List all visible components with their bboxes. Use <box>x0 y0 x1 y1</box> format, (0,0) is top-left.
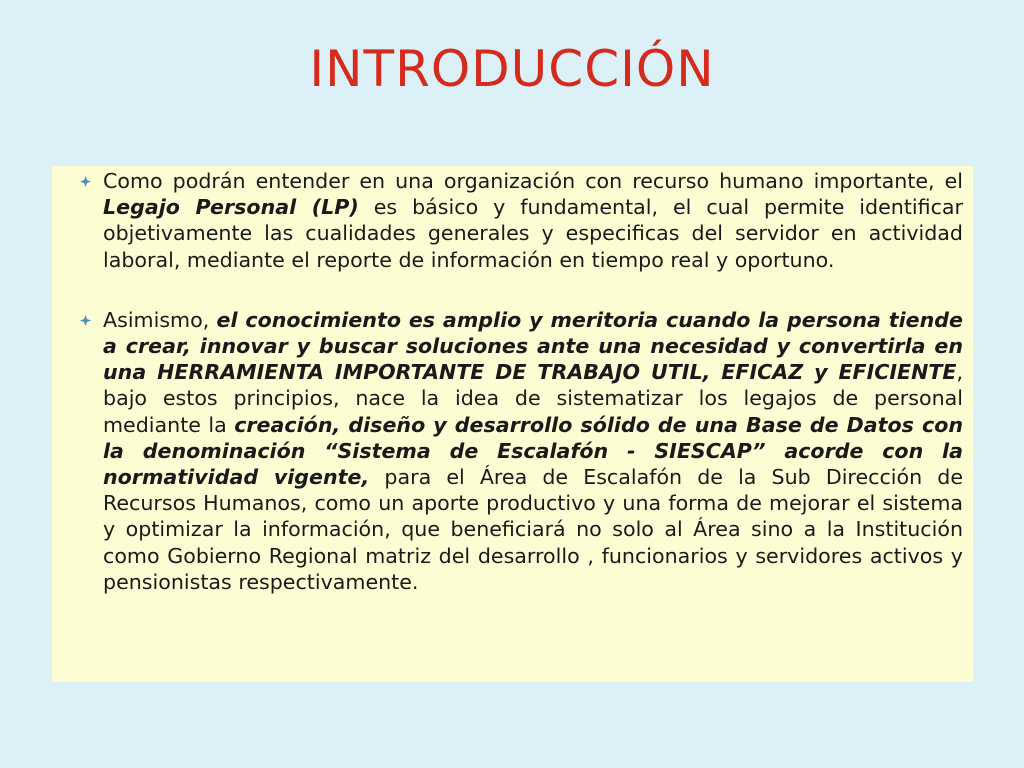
bullet-text-segment: , bajo estos principios, nace la idea de sistematizar los legajos de personal mediante la <box>103 360 963 437</box>
bullet-emphasis-segment: Legajo Personal (LP) <box>103 195 359 220</box>
diamond-bullet-icon <box>80 176 91 187</box>
bullet-text-segment: para el Área de Escalafón de la Sub Dirección de Recursos Humanos, como un aporte productivo y una forma de mejorar el sistema y optimizar la información, que beneficiará no solo al Área sino a la Institución como Gobierno Regional matriz del desarrollo , funcionarios y servidores activos y pensionistas respectivamente. <box>103 465 963 594</box>
bullet-text-segment: Como podrán entender en una organización con recurso humano importante, el <box>103 169 963 193</box>
bullet-item <box>52 307 963 595</box>
bullet-emphasis-segment: el conocimiento es amplio y meritoria cuando la persona tiende a crear, innovar y buscar soluciones ante una necesidad y convertirla en una HERRAMIENTA IMPORTANTE DE TRABAJO UTIL, EFICAZ y EFICIENTE <box>103 307 963 385</box>
bullet-emphasis-segment: creación, diseño y desarrollo sólido de una Base de Datos con la denominación “Sistema de Escalafón - SIESCAP” acorde con la normatividad vigente, <box>103 412 964 490</box>
bullet-text-segment: Asimismo, <box>103 307 217 332</box>
slide-title: INTRODUCCIÓN <box>309 40 715 98</box>
diamond-bullet-icon <box>80 315 91 326</box>
bullet-item <box>52 168 963 273</box>
bullet-text-segment: es básico y fundamental, el cual permite identificar objetivamente las cualidades generales y especificas del servidor en actividad laboral, mediante el reporte de información en tiempo real y oportuno. <box>103 195 963 272</box>
content-box <box>52 166 973 682</box>
